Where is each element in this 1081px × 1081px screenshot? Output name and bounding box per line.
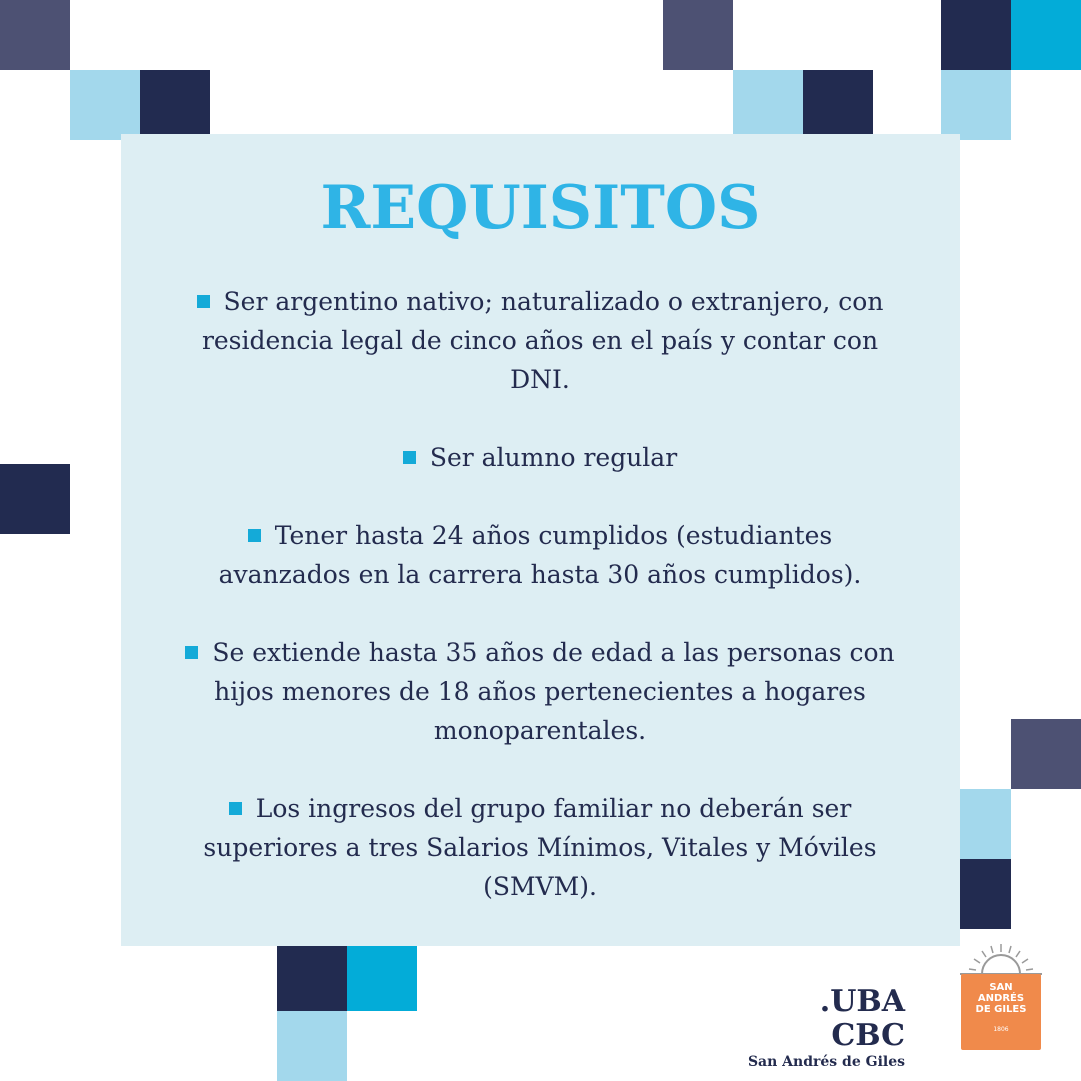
requirement-line: monoparentales.	[433, 716, 647, 745]
requirement-line: superiores a tres Salarios Mínimos, Vitales y Móviles	[203, 833, 877, 862]
municipality-year: 1806	[993, 1026, 1009, 1033]
requirement-item	[160, 282, 920, 399]
deco-square	[733, 70, 803, 140]
deco-square	[1011, 719, 1081, 789]
page-title: REQUISITOS	[320, 173, 761, 243]
requirement-line: Los ingresos del grupo familiar no deberán ser	[255, 794, 852, 823]
requirement-line: avanzados en la carrera hasta 30 años cumplidos).	[218, 560, 862, 589]
san-andres-de-giles-logo	[958, 940, 1044, 1052]
requirement-line: residencia legal de cinco años en el país y contar con	[201, 326, 879, 355]
requirement-line: DNI.	[510, 365, 570, 394]
requirement-line: Ser alumno regular	[429, 443, 678, 472]
square-bullet-icon	[185, 646, 198, 659]
deco-square	[941, 70, 1011, 140]
municipality-name: SAN ANDRÉS DE GILES	[975, 982, 1027, 1015]
deco-square	[663, 0, 733, 70]
uba-logo-text: .UBA CBC	[819, 984, 905, 1053]
deco-square	[277, 941, 347, 1011]
deco-square	[0, 0, 70, 70]
requirement-line: (SMVM).	[483, 872, 597, 901]
square-bullet-icon	[248, 529, 261, 542]
deco-square	[941, 0, 1011, 70]
square-bullet-icon	[403, 451, 416, 464]
deco-square	[0, 464, 70, 534]
requirement-line: Tener hasta 24 años cumplidos (estudiantes	[274, 521, 833, 550]
uba-cbc-logo	[740, 985, 905, 1071]
deco-square	[347, 941, 417, 1011]
deco-square	[1011, 0, 1081, 70]
deco-square	[70, 70, 140, 140]
requirement-line: Se extiende hasta 35 años de edad a las personas con	[212, 638, 895, 667]
requirement-item	[160, 516, 920, 594]
requirement-item	[160, 438, 920, 477]
requirement-line: Ser argentino nativo; naturalizado o extranjero, con	[223, 287, 884, 316]
square-bullet-icon	[229, 802, 242, 815]
requirement-item	[160, 789, 920, 906]
requirement-item	[160, 633, 920, 750]
square-bullet-icon	[197, 295, 210, 308]
deco-square	[277, 1011, 347, 1081]
deco-square	[140, 70, 210, 140]
uba-location-text: San Andrés de Giles	[747, 1054, 905, 1070]
municipality-badge	[961, 974, 1041, 1050]
deco-square	[803, 70, 873, 140]
requirement-line: hijos menores de 18 años pertenecientes a hogares	[214, 677, 866, 706]
